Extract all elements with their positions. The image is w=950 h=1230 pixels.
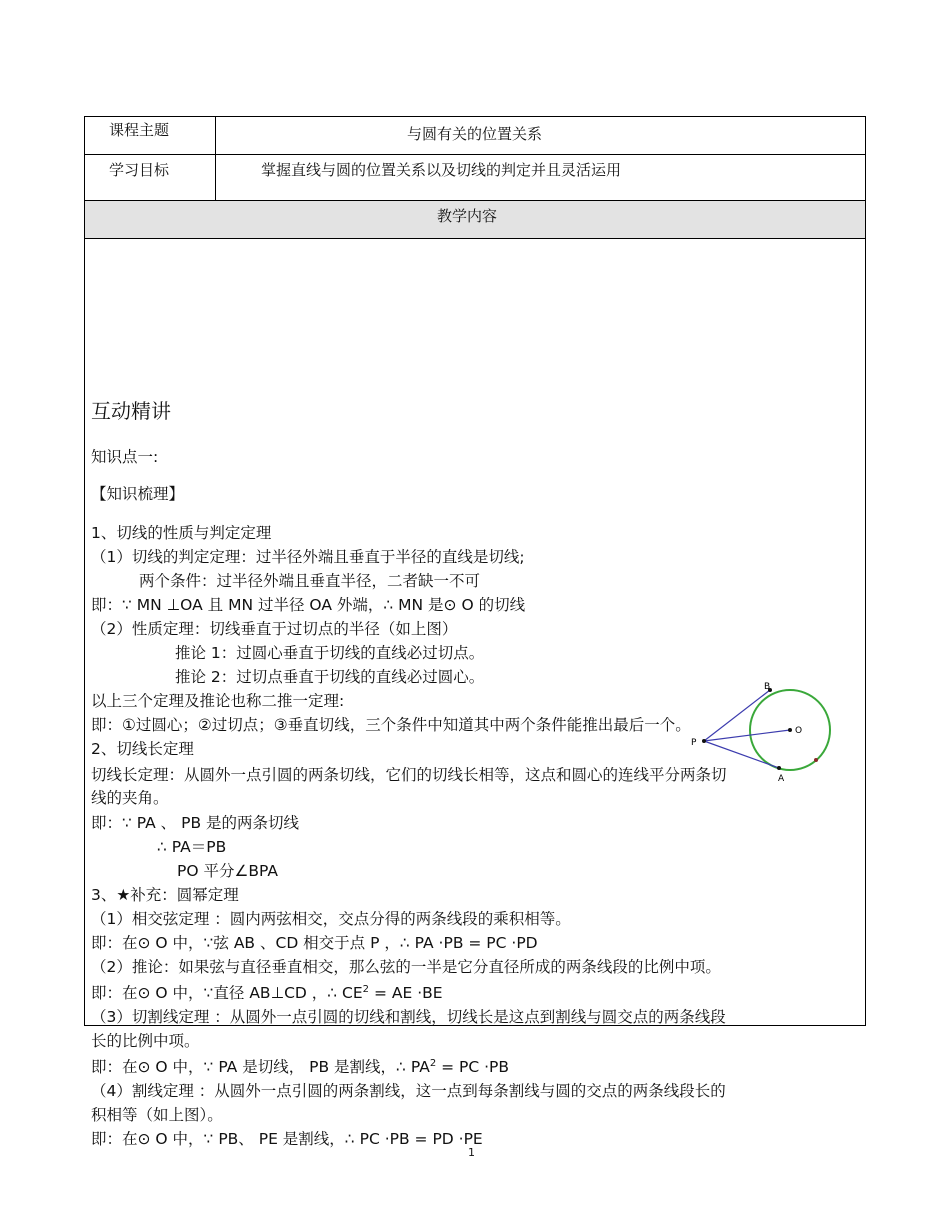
goal-label: 学习目标 (109, 161, 170, 179)
text-line: 即：在⊙ O 中，∵直径 AB⊥CD ，∴ $CE^2$ = AE ·BE (91, 983, 443, 1002)
topic-label: 课程主题 (109, 121, 170, 139)
text-line: PO 平分∠BPA (177, 862, 278, 880)
point-extra (814, 758, 818, 762)
text-line: 即：∵ PA 、 PB 是的两条切线 (91, 814, 300, 832)
topic-row (85, 117, 865, 155)
point-title: 知识点一: (91, 448, 159, 466)
page-number: 1 (468, 1146, 475, 1159)
lesson-table (84, 116, 866, 1148)
text-line: 积相等（如上图）。 (91, 1106, 223, 1124)
point-o (788, 728, 792, 732)
goal-row (85, 155, 865, 201)
text-line: 即：①过圆心；②过切点；③垂直切线，三个条件中知道其中两个条件能推出最后一个。 (91, 716, 691, 734)
content-label: 教学内容 (437, 207, 498, 225)
text-line: 以上三个定理及推论也称二推一定理: (91, 692, 345, 710)
tangent-figure (684, 676, 844, 788)
text-line: （2）性质定理：切线垂直于过切点的半径（如上图） (91, 620, 458, 638)
point-p (702, 739, 706, 743)
text-line: 2、切线长定理 (91, 740, 194, 758)
text-line: 切线长定理：从圆外一点引圆的两条切线，它们的切线长相等，这点和圆心的连线平分两条切 (91, 766, 727, 784)
text-line: 线的夹角。 (91, 789, 169, 807)
label-p: P (691, 738, 697, 748)
column-divider (215, 117, 216, 201)
label-a: A (778, 774, 785, 784)
topic-value: 与圆有关的位置关系 (407, 125, 543, 143)
goal-value: 掌握直线与圆的位置关系以及切线的判定并且灵活运用 (261, 161, 622, 179)
point-a (777, 766, 781, 770)
review-title: 【知识梳理】 (91, 485, 185, 503)
content-header-row (85, 201, 865, 239)
text-line: 推论 2：过切点垂直于切线的直线必过圆心。 (175, 668, 485, 686)
text-line: （2）推论：如果弦与直径垂直相交，那么弦的一半是它分直径所成的两条线段的比例中项。 (91, 958, 721, 976)
text-line: （1）切线的判定定理：过半径外端且垂直于半径的直线是切线; (91, 548, 525, 566)
text-line: 推论 1：过圆心垂直于切线的直线必过切点。 (175, 644, 485, 662)
text-line: 即：在⊙ O 中，∵ PA 是切线， PB 是割线，∴ $PA^2$ = PC ·PB (91, 1057, 510, 1076)
text-line: 1、切线的性质与判定定理 (91, 524, 272, 542)
text-line: 即：在⊙ O 中，∵ PB、 PE 是割线，∴ PC ·PB = PD ·PE (91, 1130, 483, 1148)
text-line: 3、★补充：圆幂定理 (91, 886, 239, 904)
section-title: 互动精讲 (91, 399, 171, 423)
text-line: （1）相交弦定理 ：圆内两弦相交，交点分得的两条线段的乘积相等。 (91, 910, 571, 928)
text-line: （4）割线定理 ：从圆外一点引圆的两条割线，这一点到每条割线与圆的交点的两条线段长的 (91, 1082, 726, 1100)
text-line: （3）切割线定理 ：从圆外一点引圆的切线和割线，切线长是这点到割线与圆交点的两条线段 (91, 1008, 726, 1026)
label-b: B (764, 682, 771, 692)
text-line: 长的比例中项。 (91, 1032, 200, 1050)
text-line: 即：在⊙ O 中，∵弦 AB 、CD 相交于点 P ，∴ PA ·PB = PC ·PD (91, 934, 538, 952)
text-line: 即：∵ MN ⊥OA 且 MN 过半径 OA 外端，∴ MN 是⊙ O 的切线 (91, 596, 526, 614)
text-line: ∴ PA＝PB (157, 838, 227, 856)
text-line: 两个条件：过半径外端且垂直半径，二者缺一不可 (139, 572, 481, 590)
tangent-pa (704, 741, 779, 768)
label-o: O (795, 726, 803, 736)
